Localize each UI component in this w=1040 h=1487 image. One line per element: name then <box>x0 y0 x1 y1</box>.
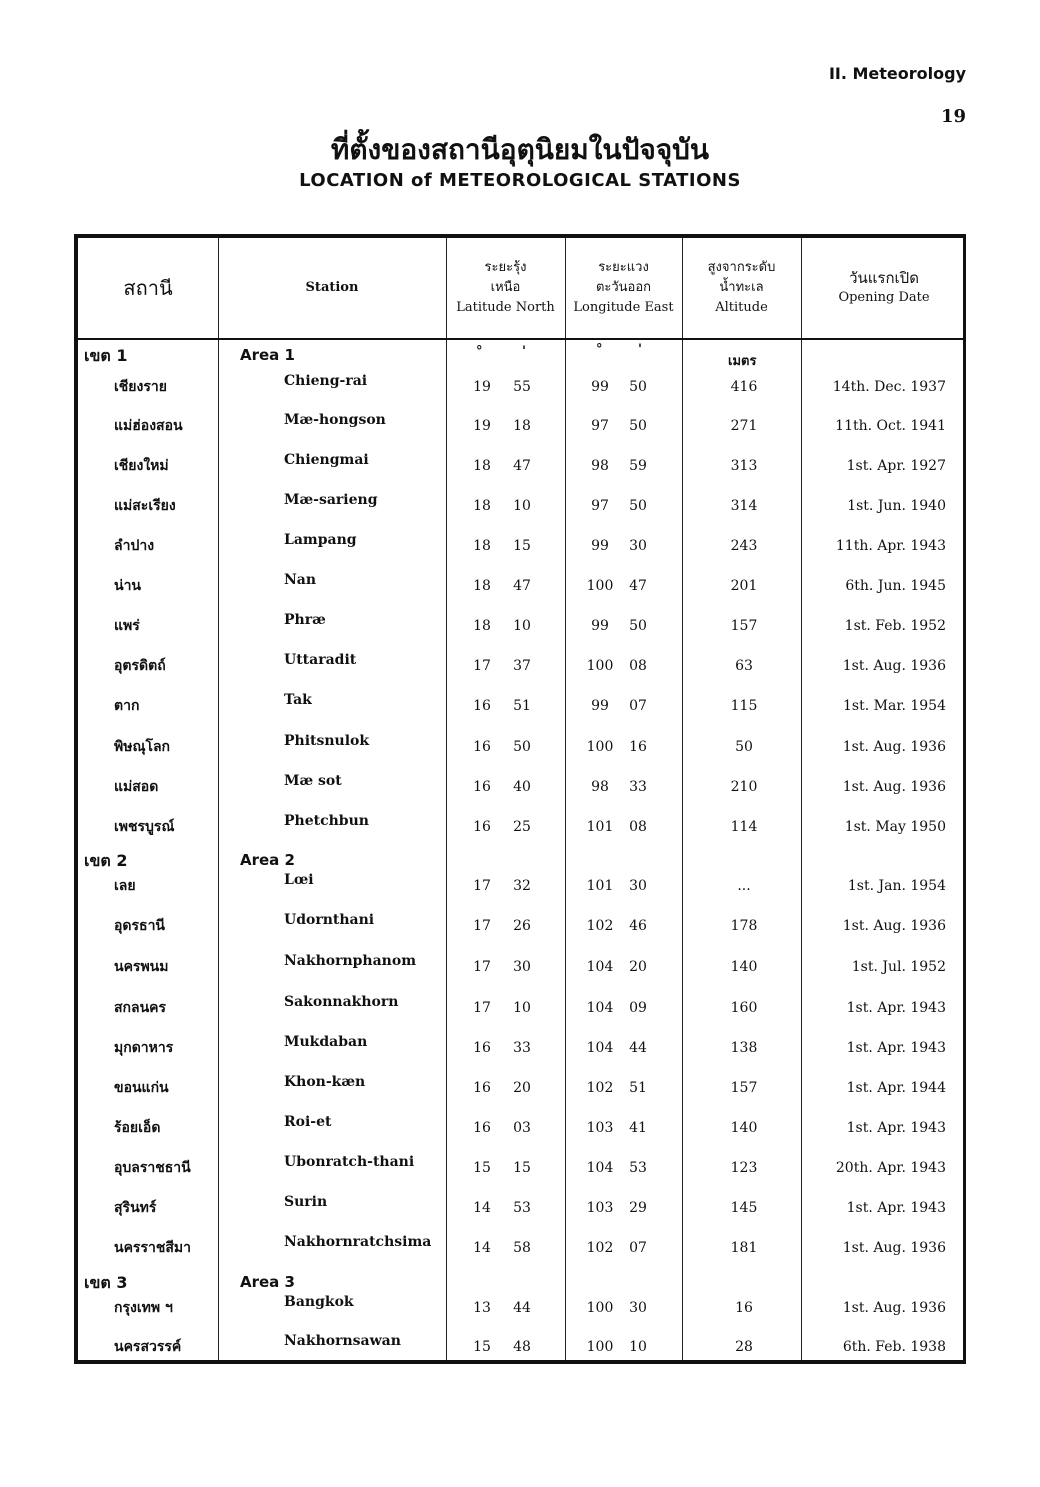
table-row <box>78 1194 963 1218</box>
page-title-thai: ที่ตั้งของสถานีอุตุนิยมในปัจจุบัน <box>330 133 710 166</box>
opening-date: 1st. Mar. 1954 <box>843 698 946 714</box>
station-thai: เชียงราย <box>114 379 167 395</box>
latitude-minutes: 55 <box>513 379 531 395</box>
table-row <box>78 773 963 797</box>
opening-date: 1st. Aug. 1936 <box>842 918 946 934</box>
longitude-minutes: 09 <box>629 1000 647 1016</box>
opening-date: 1st. Aug. 1936 <box>842 779 946 795</box>
latitude-degrees: 17 <box>473 918 491 934</box>
station-name: Roi-et <box>284 1114 332 1130</box>
station-name: Khon-kæn <box>284 1074 366 1090</box>
longitude-minutes: 16 <box>629 739 647 755</box>
latitude-degrees: 19 <box>473 379 491 395</box>
longitude-degrees: 103 <box>586 1120 614 1136</box>
altitude: 114 <box>730 819 758 835</box>
longitude-degrees: 99 <box>591 618 609 634</box>
opening-date: 6th. Feb. 1938 <box>842 1339 946 1355</box>
latitude-degrees: 18 <box>473 458 491 474</box>
latitude-minutes: 10 <box>513 498 531 514</box>
latitude-minutes: 25 <box>513 819 531 835</box>
table-row <box>78 872 963 896</box>
altitude: 63 <box>735 658 753 674</box>
longitude-minutes: 47 <box>629 578 647 594</box>
latitude-degrees: 16 <box>473 1120 491 1136</box>
longitude-degrees: 102 <box>586 1240 614 1256</box>
longitude-minutes: 50 <box>629 418 647 434</box>
station-name: Nakhornratchsima <box>284 1234 432 1250</box>
opening-date: 1st. Jun. 1940 <box>847 498 946 514</box>
altitude: ... <box>737 878 751 894</box>
latitude-degrees: 16 <box>473 819 491 835</box>
station-name: Nakhornsawan <box>284 1333 401 1349</box>
table-row <box>78 1034 963 1058</box>
latitude-degrees: 16 <box>473 739 491 755</box>
latitude-degrees: 17 <box>473 658 491 674</box>
latitude-minutes: 44 <box>513 1300 531 1316</box>
column-divider <box>682 238 683 1360</box>
longitude-minutes: 07 <box>629 1240 647 1256</box>
opening-date: 1st. Jan. 1954 <box>847 878 946 894</box>
station-thai: นครราชสีมา <box>114 1240 191 1256</box>
latitude-degrees: 14 <box>473 1200 491 1216</box>
station-thai: อุบลราชธานี <box>114 1160 191 1176</box>
header-latitude-thai-2: เหนือ <box>490 280 521 295</box>
opening-date: 1st. Apr. 1927 <box>846 458 946 474</box>
stations-table <box>74 234 966 1364</box>
longitude-minutes: 46 <box>629 918 647 934</box>
latitude-degrees: 15 <box>473 1339 491 1355</box>
longitude-degrees: 104 <box>586 959 614 975</box>
table-row <box>78 733 963 757</box>
altitude: 201 <box>730 578 758 594</box>
longitude-degrees: 97 <box>591 498 609 514</box>
latitude-degrees: 19 <box>473 418 491 434</box>
latitude-minutes: 40 <box>513 779 531 795</box>
latitude-degrees: 17 <box>473 959 491 975</box>
station-thai: ร้อยเอ็ด <box>114 1120 161 1136</box>
header-station <box>218 238 446 338</box>
area-2-header-thai: เขต 2 <box>84 851 128 870</box>
station-thai: นครพนม <box>114 959 169 975</box>
header-altitude-thai-2: น้ำทะเล <box>719 280 764 295</box>
latitude-degrees: 18 <box>473 538 491 554</box>
altitude: 160 <box>730 1000 758 1016</box>
table-row <box>78 373 963 397</box>
station-thai: ตาก <box>114 698 140 714</box>
latitude-degrees: 16 <box>473 698 491 714</box>
longitude-degrees: 100 <box>586 578 614 594</box>
latitude-minutes: 33 <box>513 1040 531 1056</box>
station-thai: อุตรดิตถ์ <box>114 658 166 674</box>
station-name: Nan <box>284 572 317 588</box>
latitude-minutes: 32 <box>513 878 531 894</box>
latitude-minutes: 20 <box>513 1080 531 1096</box>
page-number: 19 <box>940 106 966 127</box>
longitude-minutes: 53 <box>629 1160 647 1176</box>
longitude-minutes: 33 <box>629 779 647 795</box>
altitude: 271 <box>730 418 758 434</box>
header-station-thai <box>78 238 218 338</box>
opening-date: 1st. Jul. 1952 <box>851 959 946 975</box>
altitude: 140 <box>730 1120 758 1136</box>
station-name: Mæ-hongson <box>284 412 386 428</box>
altitude: 115 <box>730 698 758 714</box>
station-name: Lœi <box>284 872 314 888</box>
altitude: 314 <box>730 498 758 514</box>
longitude-degrees: 99 <box>591 379 609 395</box>
station-name: Phitsnulok <box>284 733 370 749</box>
header-opening-date-thai: วันแรกเปิด <box>849 269 919 287</box>
opening-date: 1st. Apr. 1944 <box>846 1080 946 1096</box>
longitude-degrees: 101 <box>586 819 614 835</box>
column-divider <box>801 238 802 1360</box>
page-title: LOCATION of METEOROLOGICAL STATIONS <box>299 170 741 191</box>
altitude: 123 <box>730 1160 758 1176</box>
table-row <box>78 572 963 596</box>
station-thai: เชียงใหม่ <box>114 458 169 474</box>
latitude-degrees: 16 <box>473 779 491 795</box>
longitude-degree-unit: ° <box>596 342 603 357</box>
longitude-degrees: 103 <box>586 1200 614 1216</box>
latitude-minutes: 47 <box>513 578 531 594</box>
station-name: Udornthani <box>284 912 375 928</box>
longitude-degrees: 100 <box>586 739 614 755</box>
station-thai: นครสวรรค์ <box>114 1339 182 1355</box>
longitude-minutes: 50 <box>629 379 647 395</box>
station-thai: เลย <box>114 878 136 894</box>
longitude-minute-unit: ' <box>638 342 642 357</box>
station-name: Lampang <box>284 532 357 548</box>
latitude-minutes: 15 <box>513 538 531 554</box>
longitude-degrees: 100 <box>586 658 614 674</box>
longitude-minutes: 30 <box>629 878 647 894</box>
longitude-minutes: 29 <box>629 1200 647 1216</box>
opening-date: 14th. Dec. 1937 <box>832 379 946 395</box>
header-altitude <box>682 238 801 338</box>
header-latitude-label: Latitude North <box>456 300 555 315</box>
header-opening-date-label: Opening Date <box>838 290 930 305</box>
longitude-minutes: 44 <box>629 1040 647 1056</box>
opening-date: 1st. Feb. 1952 <box>844 618 946 634</box>
table-row <box>78 1234 963 1258</box>
latitude-minutes: 58 <box>513 1240 531 1256</box>
latitude-minutes: 47 <box>513 458 531 474</box>
latitude-degrees: 16 <box>473 1040 491 1056</box>
station-thai: ขอนแก่น <box>114 1080 169 1096</box>
station-thai: สกลนคร <box>114 1000 167 1016</box>
longitude-degrees: 99 <box>591 538 609 554</box>
station-thai: อุดรธานี <box>114 918 165 934</box>
altitude-unit: เมตร <box>728 354 757 369</box>
opening-date: 1st. Apr. 1943 <box>846 1120 946 1136</box>
table-row <box>78 1333 963 1357</box>
latitude-degrees: 18 <box>473 578 491 594</box>
header-divider <box>78 338 963 340</box>
altitude: 178 <box>730 918 758 934</box>
altitude: 210 <box>730 779 758 795</box>
table-row <box>78 953 963 977</box>
longitude-minutes: 50 <box>629 498 647 514</box>
header-altitude-thai-1: สูงจากระดับ <box>707 260 776 275</box>
column-divider <box>446 238 447 1360</box>
section-label: II. Meteorology <box>828 64 966 83</box>
header-longitude <box>565 238 682 338</box>
header-longitude-label: Longitude East <box>573 300 674 315</box>
latitude-minutes: 03 <box>513 1120 531 1136</box>
station-thai: น่าน <box>114 578 142 594</box>
opening-date: 1st. Aug. 1936 <box>842 658 946 674</box>
table-row <box>78 813 963 837</box>
altitude: 243 <box>730 538 758 554</box>
latitude-minutes: 37 <box>513 658 531 674</box>
station-name: Surin <box>284 1194 328 1210</box>
latitude-degrees: 18 <box>473 618 491 634</box>
opening-date: 1st. May 1950 <box>844 819 946 835</box>
opening-date: 6th. Jun. 1945 <box>845 578 946 594</box>
longitude-degrees: 104 <box>586 1160 614 1176</box>
station-thai: แม่ฮ่องสอน <box>114 418 183 434</box>
table-row <box>78 612 963 636</box>
header-latitude-thai-1: ระยะรุ้ง <box>484 260 527 275</box>
area-1-header: Area 1 <box>240 346 295 364</box>
longitude-degrees: 97 <box>591 418 609 434</box>
station-name: Nakhornphanom <box>284 953 417 969</box>
header-longitude-thai-1: ระยะแวง <box>598 260 649 275</box>
longitude-degrees: 100 <box>586 1300 614 1316</box>
latitude-degrees: 17 <box>473 878 491 894</box>
table-row <box>78 412 963 436</box>
latitude-degrees: 14 <box>473 1240 491 1256</box>
station-name: Mukdaban <box>284 1034 368 1050</box>
latitude-degrees: 15 <box>473 1160 491 1176</box>
table-row <box>78 652 963 676</box>
table-row <box>78 532 963 556</box>
opening-date: 1st. Apr. 1943 <box>846 1000 946 1016</box>
longitude-minutes: 08 <box>629 658 647 674</box>
longitude-degrees: 100 <box>586 1339 614 1355</box>
station-name: Mæ sot <box>284 773 342 789</box>
latitude-minutes: 48 <box>513 1339 531 1355</box>
latitude-minutes: 50 <box>513 739 531 755</box>
table-row <box>78 1074 963 1098</box>
longitude-minutes: 51 <box>629 1080 647 1096</box>
station-thai: เพชรบูรณ์ <box>114 819 175 835</box>
latitude-minutes: 15 <box>513 1160 531 1176</box>
header-station-label: Station <box>305 280 359 295</box>
altitude: 157 <box>730 1080 758 1096</box>
header-altitude-label: Altitude <box>715 300 768 315</box>
latitude-degree-unit: ° <box>476 344 483 359</box>
station-thai: พิษณุโลก <box>114 739 171 755</box>
station-name: Chieng-rai <box>284 373 368 389</box>
opening-date: 1st. Apr. 1943 <box>846 1200 946 1216</box>
area-3-header: Area 3 <box>240 1273 295 1291</box>
opening-date: 11th. Apr. 1943 <box>835 538 946 554</box>
table-row <box>78 1294 963 1318</box>
station-thai: แม่สอด <box>114 779 159 795</box>
area-3-header-thai: เขต 3 <box>84 1273 128 1292</box>
opening-date: 1st. Apr. 1943 <box>846 1040 946 1056</box>
header-station-thai-label: สถานี <box>123 276 173 300</box>
table-row <box>78 452 963 476</box>
station-thai: แม่สะเรียง <box>114 498 176 514</box>
altitude: 140 <box>730 959 758 975</box>
longitude-minutes: 50 <box>629 618 647 634</box>
header-latitude <box>446 238 565 338</box>
header-longitude-thai-2: ตะวันออก <box>595 280 652 295</box>
longitude-degrees: 98 <box>591 458 609 474</box>
station-thai: สุรินทร์ <box>114 1200 157 1216</box>
altitude: 16 <box>735 1300 753 1316</box>
longitude-minutes: 20 <box>629 959 647 975</box>
station-name: Tak <box>284 692 312 708</box>
longitude-minutes: 59 <box>629 458 647 474</box>
longitude-minutes: 08 <box>629 819 647 835</box>
opening-date: 1st. Aug. 1936 <box>842 1240 946 1256</box>
table-row <box>78 912 963 936</box>
opening-date: 11th. Oct. 1941 <box>835 418 946 434</box>
altitude: 181 <box>730 1240 758 1256</box>
opening-date: 1st. Aug. 1936 <box>842 739 946 755</box>
longitude-degrees: 102 <box>586 918 614 934</box>
table-row <box>78 1154 963 1178</box>
longitude-minutes: 07 <box>629 698 647 714</box>
station-name: Mæ-sarieng <box>284 492 378 508</box>
station-thai: มุกดาหาร <box>114 1040 174 1056</box>
station-thai: ลำปาง <box>114 538 155 554</box>
table-row <box>78 492 963 516</box>
station-name: Ubonratch-thani <box>284 1154 415 1170</box>
longitude-degrees: 99 <box>591 698 609 714</box>
longitude-minutes: 30 <box>629 1300 647 1316</box>
table-row <box>78 692 963 716</box>
latitude-minute-unit: ' <box>522 344 526 359</box>
latitude-degrees: 18 <box>473 498 491 514</box>
longitude-minutes: 30 <box>629 538 647 554</box>
longitude-degrees: 98 <box>591 779 609 795</box>
latitude-degrees: 16 <box>473 1080 491 1096</box>
latitude-minutes: 10 <box>513 1000 531 1016</box>
longitude-minutes: 10 <box>629 1339 647 1355</box>
area-2-header: Area 2 <box>240 851 295 869</box>
station-name: Phetchbun <box>284 813 369 829</box>
latitude-minutes: 10 <box>513 618 531 634</box>
station-name: Uttaradit <box>284 652 357 668</box>
longitude-degrees: 101 <box>586 878 614 894</box>
area-1-header-thai: เขต 1 <box>84 346 128 365</box>
latitude-minutes: 51 <box>513 698 531 714</box>
station-thai: กรุงเทพ ฯ <box>114 1300 173 1316</box>
altitude: 416 <box>730 379 758 395</box>
station-name: Chiengmai <box>284 452 369 468</box>
latitude-minutes: 53 <box>513 1200 531 1216</box>
header-opening-date <box>801 238 967 338</box>
column-divider <box>565 238 566 1360</box>
altitude: 145 <box>730 1200 758 1216</box>
latitude-degrees: 17 <box>473 1000 491 1016</box>
opening-date: 1st. Aug. 1936 <box>842 1300 946 1316</box>
altitude: 313 <box>730 458 758 474</box>
station-thai: แพร่ <box>114 618 140 634</box>
latitude-minutes: 18 <box>513 418 531 434</box>
table-row <box>78 994 963 1018</box>
altitude: 138 <box>730 1040 758 1056</box>
longitude-minutes: 41 <box>629 1120 647 1136</box>
table-row <box>78 1114 963 1138</box>
longitude-degrees: 104 <box>586 1000 614 1016</box>
opening-date: 20th. Apr. 1943 <box>835 1160 946 1176</box>
station-name: Bangkok <box>284 1294 354 1310</box>
latitude-minutes: 30 <box>513 959 531 975</box>
altitude: 28 <box>735 1339 753 1355</box>
latitude-degrees: 13 <box>473 1300 491 1316</box>
latitude-minutes: 26 <box>513 918 531 934</box>
longitude-degrees: 104 <box>586 1040 614 1056</box>
column-divider <box>218 238 219 1360</box>
altitude: 50 <box>735 739 753 755</box>
station-name: Phræ <box>284 612 326 628</box>
altitude: 157 <box>730 618 758 634</box>
station-name: Sakonnakhorn <box>284 994 399 1010</box>
longitude-degrees: 102 <box>586 1080 614 1096</box>
